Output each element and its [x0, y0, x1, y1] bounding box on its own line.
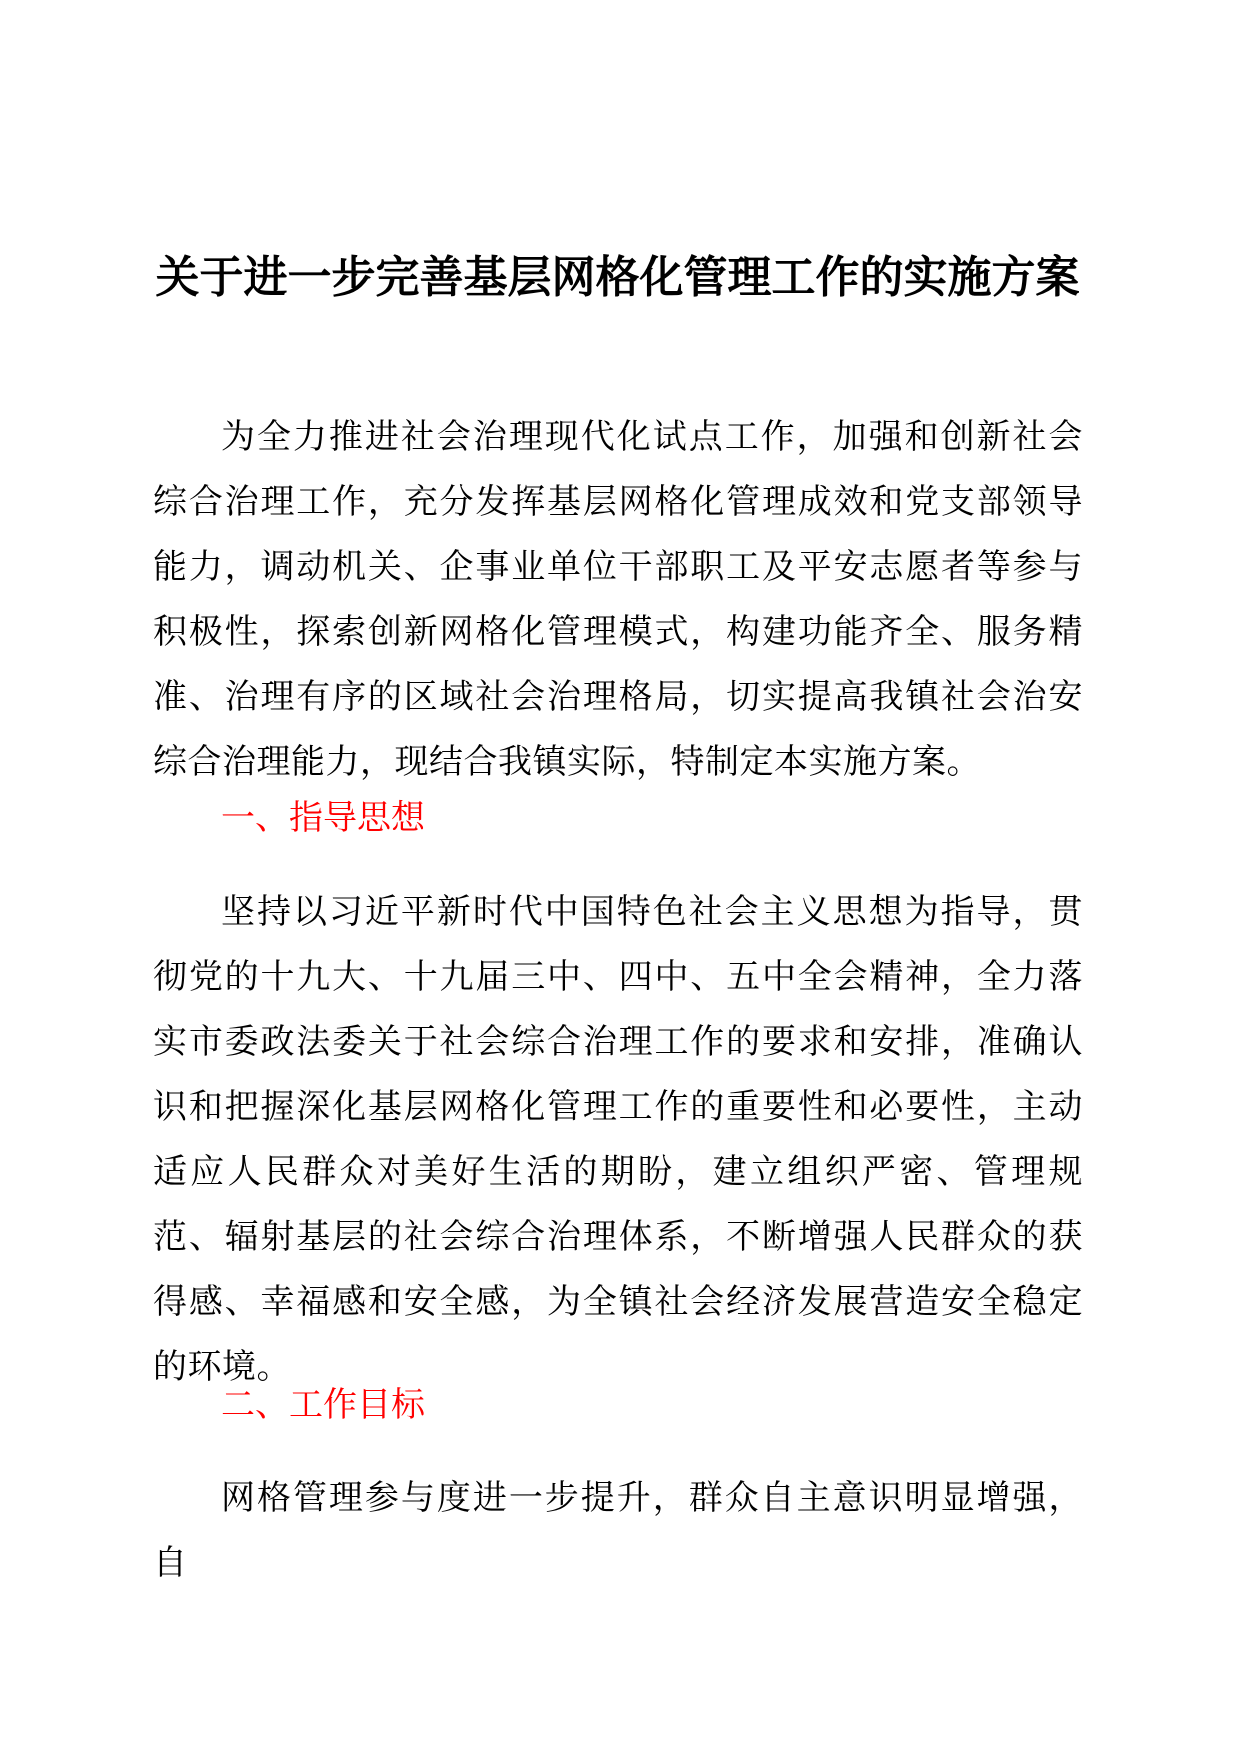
section-heading-block-2 [153, 1373, 1083, 1438]
section-heading-work-goals: 二、工作目标 [221, 1385, 425, 1425]
intro-paragraph-block [153, 405, 1083, 795]
guiding-ideology-paragraph: 坚持以习近平新时代中国特色社会主义思想为指导，贯彻党的十九大、十九届三中、四中、五中全会精神，全力落实市委政法委关于社会综合治理工作的要求和安排，准确认识和把握深化基层网格化管理工作的重要性和必要性，主动适应人民群众对美好生活的期盼，建立组织严密、管理规范、辐射基层的社会综合治理体系，不断增强人民群众的获得感、幸福感和安全感，为全镇社会经济发展营造安全稳定的环境。 [153, 892, 1083, 1387]
intro-paragraph: 为全力推进社会治理现代化试点工作，加强和创新社会综合治理工作，充分发挥基层网格化管理成效和党支部领导能力，调动机关、企事业单位干部职工及平安志愿者等参与积极性，探索创新网格化管理模式，构建功能齐全、服务精准、治理有序的区域社会治理格局，切实提高我镇社会治安综合治理能力，现结合我镇实际，特制定本实施方案。 [153, 417, 1083, 782]
section-heading-guiding-ideology: 一、指导思想 [221, 798, 425, 838]
guiding-ideology-paragraph-block [153, 880, 1083, 1400]
work-goals-paragraph-block [153, 1466, 1083, 1596]
work-goals-paragraph: 网格管理参与度进一步提升，群众自主意识明显增强，自 [153, 1478, 1083, 1583]
document-title: 关于进一步完善基层网格化管理工作的实施方案 [155, 252, 1080, 303]
section-heading-block-1 [153, 786, 1083, 851]
